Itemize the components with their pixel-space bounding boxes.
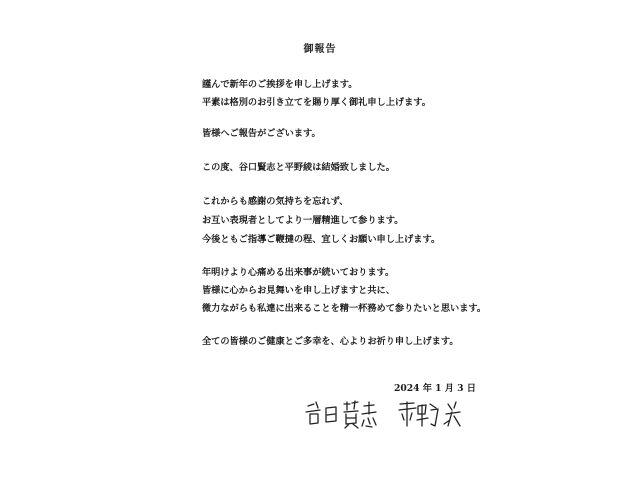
document-date: 2024 年 1 月 3 日 xyxy=(394,383,476,394)
paragraph-line: これからも感謝の気持ちを忘れず、 xyxy=(202,196,349,207)
handwritten-signature xyxy=(300,396,480,432)
paragraph-line: お互い表現者としてより一層精進して参ります。 xyxy=(202,215,404,226)
signature-strokes xyxy=(300,396,480,432)
paragraph-line: 平素は格別のお引き立てを賜り厚く御礼申し上げます。 xyxy=(202,97,431,108)
paragraph-line: 今後ともご指導ご鞭撻の程、宜しくお願い申し上げます。 xyxy=(202,234,441,245)
paragraph-line: 皆様に心からお見舞いを申し上げますと共に、 xyxy=(202,285,395,296)
paragraph-line: 全ての皆様のご健康とご多幸を、心よりお祈り申し上げます。 xyxy=(202,336,459,347)
paragraph-line: この度、谷口賢志と平野綾は結婚致しました。 xyxy=(202,162,395,173)
paragraph-line: 謹んで新年のご挨拶を申し上げます。 xyxy=(202,79,358,90)
document-title: 御報告 xyxy=(303,44,337,55)
paragraph-line: 年明けより心痛める出来事が続いております。 xyxy=(202,267,395,278)
paragraph-line: 皆様へご報告がございます。 xyxy=(202,128,321,139)
paragraph-line: 微力ながらも私達に出来ることを精一杯務めて参りたいと思います。 xyxy=(202,303,487,314)
